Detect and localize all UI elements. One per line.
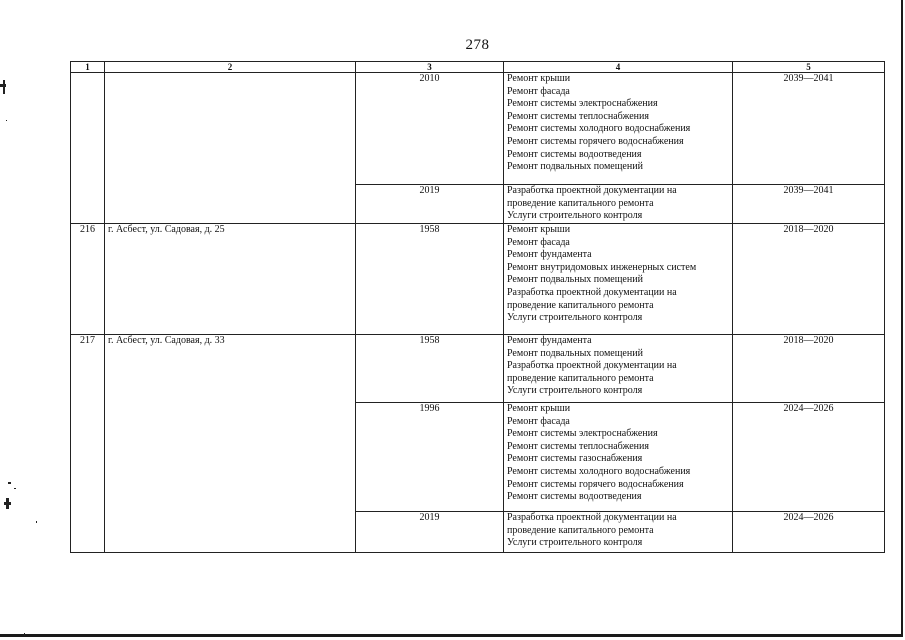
work-item: проведение капитального ремонта: [507, 372, 654, 384]
works-cell: [504, 185, 733, 224]
work-item: Услуги строительного контроля: [507, 210, 643, 222]
work-item: Ремонт системы электроснабжения: [507, 428, 658, 440]
year-cell: 1958: [356, 224, 504, 335]
work-item: Ремонт подвальных помещений: [507, 274, 643, 286]
work-item: Ремонт системы горячего водоснабжения: [507, 478, 684, 490]
page-number: 278: [465, 37, 490, 53]
work-item: Ремонт системы водоотведения: [507, 491, 642, 503]
address-cell: г. Асбест, ул. Садовая, д. 25: [105, 224, 356, 335]
work-item: Разработка проектной документации на: [507, 360, 677, 372]
work-item: Услуги строительного контроля: [507, 537, 643, 549]
year-cell: 1958: [356, 335, 504, 403]
address-cell: г. Асбест, ул. Садовая, д. 33: [105, 335, 356, 553]
work-item: Разработка проектной документации на: [507, 286, 677, 298]
scan-mark: [14, 488, 16, 489]
work-item: Ремонт фундамента: [507, 249, 592, 261]
row-number-cell: [71, 73, 105, 224]
work-item: Ремонт системы холодного водоснабжения: [507, 465, 691, 477]
work-item: Ремонт крыши: [507, 403, 571, 414]
address-cell: [105, 73, 356, 224]
work-item: Ремонт подвальных помещений: [507, 347, 643, 359]
works-cell: [504, 512, 733, 553]
work-item: Ремонт фасада: [507, 415, 570, 427]
work-item: Разработка проектной документации на: [507, 185, 677, 196]
work-item: Ремонт внутридомовых инженерных систем: [507, 261, 697, 273]
scan-mark: [36, 521, 37, 523]
year-cell: 2010: [356, 73, 504, 185]
period-cell: 2018—2020: [733, 224, 885, 335]
work-item: Ремонт фундамента: [507, 335, 592, 346]
work-item: Разработка проектной документации на: [507, 512, 677, 523]
year-cell: 1996: [356, 403, 504, 512]
row-number-cell: 217: [71, 335, 105, 553]
work-item: Услуги строительного контроля: [507, 385, 643, 397]
scan-mark: [4, 502, 11, 505]
scan-mark: [0, 84, 6, 87]
work-item: Ремонт крыши: [507, 224, 571, 235]
table-row: [71, 335, 885, 403]
work-item: Ремонт системы газоснабжения: [507, 453, 643, 465]
scan-mark: [8, 482, 11, 484]
column-header-3: 3: [356, 62, 504, 73]
works-cell: [504, 403, 733, 512]
work-item: проведение капитального ремонта: [507, 299, 654, 311]
column-header-4: 4: [504, 62, 733, 73]
period-cell: 2024—2026: [733, 512, 885, 553]
column-header-5: 5: [733, 62, 885, 73]
work-item: Ремонт подвальных помещений: [507, 161, 643, 173]
work-item: Ремонт системы водоотведения: [507, 148, 642, 160]
work-item: Услуги строительного контроля: [507, 312, 643, 324]
capital-repair-table: [70, 61, 885, 553]
year-cell: 2019: [356, 185, 504, 224]
work-item: Ремонт системы холодного водоснабжения: [507, 123, 691, 135]
work-item: Ремонт системы горячего водоснабжения: [507, 135, 684, 147]
work-item: Ремонт фасада: [507, 85, 570, 97]
table-row: [71, 73, 885, 185]
scan-mark: [24, 633, 25, 636]
work-item: проведение капитального ремонта: [507, 197, 654, 209]
works-cell: [504, 224, 733, 335]
year-cell: 2019: [356, 512, 504, 553]
scan-mark: [6, 120, 7, 121]
work-item: Ремонт системы теплоснабжения: [507, 110, 649, 122]
column-header-1: 1: [71, 62, 105, 73]
period-cell: 2018—2020: [733, 335, 885, 403]
period-cell: 2039—2041: [733, 185, 885, 224]
period-cell: 2024—2026: [733, 403, 885, 512]
scan-mark: [3, 80, 5, 94]
period-cell: 2039—2041: [733, 73, 885, 185]
work-item: Ремонт системы теплоснабжения: [507, 440, 649, 452]
work-item: Ремонт фасада: [507, 236, 570, 248]
work-item: Ремонт крыши: [507, 73, 571, 84]
row-number-cell: 216: [71, 224, 105, 335]
header-row: [71, 62, 885, 73]
works-cell: [504, 335, 733, 403]
work-item: проведение капитального ремонта: [507, 524, 654, 536]
column-header-2: 2: [105, 62, 356, 73]
works-cell: [504, 73, 733, 185]
table-row: [71, 224, 885, 335]
work-item: Ремонт системы электроснабжения: [507, 98, 658, 110]
